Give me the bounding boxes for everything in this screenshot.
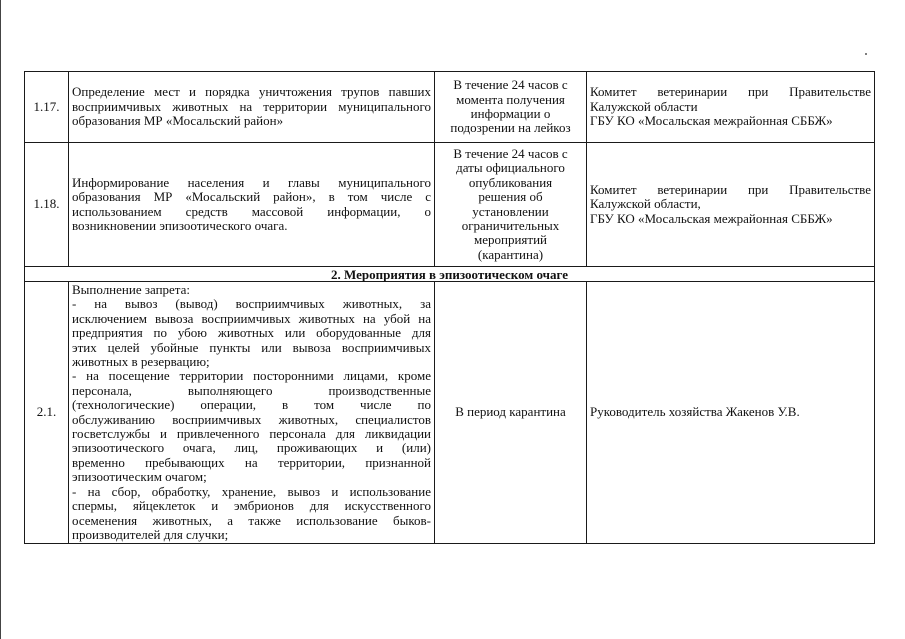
- term-line: опубликования: [468, 174, 553, 190]
- section-heading: 2. Мероприятия в эпизоотическом очаге: [25, 267, 875, 282]
- table-row-1-17: [25, 72, 875, 143]
- action-cell: Информирование населения и главы муниципального образования МР «Мосальский район», в том числе с использованием средств массовой информации, о возникновении эпизоотического очага.: [69, 143, 435, 267]
- action-line: временно пребывающих на территории, признанной: [72, 454, 431, 470]
- responsible-cell: [587, 143, 875, 267]
- term-cell: [435, 72, 587, 143]
- action-line: предприятия по убою животных или оборудованные для: [72, 325, 431, 341]
- responsible-line: ГБУ КО «Мосальская межрайонная СББЖ»: [590, 113, 833, 129]
- action-line: - на вывоз (вывод) восприимчивых животных, за: [72, 296, 431, 312]
- action-line: производителей для случки;: [72, 526, 229, 542]
- term-line: В течение 24 часов с: [453, 145, 568, 161]
- action-line: спермы, яйцеклеток и эмбрионов для искусственного: [72, 498, 431, 514]
- term-line: решения об: [478, 189, 543, 205]
- action-line: этих целей убойные пункты или вывоза восприимчивых: [72, 339, 431, 355]
- action-line: госветслужбы и привлеченного персонала для ликвидации: [72, 426, 431, 442]
- term-line: (карантина): [477, 246, 544, 262]
- row-number: 2.1.: [25, 282, 69, 544]
- term-cell: В период карантина: [435, 282, 587, 544]
- table-row-1-18: [25, 143, 875, 267]
- term-line: мероприятий: [474, 232, 547, 248]
- responsible-cell: Руководитель хозяйства Жакенов У.В.: [587, 282, 875, 544]
- responsible-line: Калужской области,: [590, 196, 701, 212]
- action-line: (технологические) операции, в том числе по: [72, 397, 431, 413]
- action-line: эпизоотического очага, лиц, проживающих и (или): [72, 440, 431, 456]
- page-left-edge: [0, 0, 1, 639]
- action-line: Выполнение запрета:: [72, 282, 191, 297]
- row-number: 1.17.: [25, 72, 69, 143]
- action-line: обслуживанию восприимчивых животных, специалистов: [72, 411, 431, 427]
- term-line: информации о: [470, 106, 551, 121]
- action-line: животных в резервацию;: [72, 354, 210, 370]
- term-line: даты официального: [456, 160, 565, 176]
- table-row-2-1: [25, 282, 875, 544]
- responsible-line: Комитет ветеринарии при Правительстве: [590, 84, 871, 100]
- action-line: исключением вывоза восприимчивых животных на убой на: [72, 310, 431, 326]
- term-line: установлении: [472, 203, 549, 219]
- scan-speck: [865, 53, 867, 55]
- action-line: персонала, выполняющего производственные: [72, 382, 431, 398]
- responsible-line: Калужской области: [590, 98, 698, 114]
- action-line: - на посещение территории посторонними лицами, кроме: [72, 368, 431, 384]
- section-heading-row: [25, 267, 875, 282]
- action-line: осеменения животных, а также использование быков-: [72, 512, 431, 528]
- term-line: момента получения: [456, 91, 565, 107]
- action-cell: Определение мест и порядка уничтожения трупов павших восприимчивых животных на территории муниципального образования МР «Мосальский район»: [69, 72, 435, 143]
- responsible-cell: [587, 72, 875, 143]
- action-cell: [69, 282, 435, 544]
- row-number: 1.18.: [25, 143, 69, 267]
- action-line: эпизоотическим очагом;: [72, 469, 207, 485]
- responsible-line: Комитет ветеринарии при Правительстве: [590, 181, 871, 197]
- term-cell: [435, 143, 587, 267]
- term-line: подозрении на лейкоз: [450, 120, 571, 136]
- responsible-line: ГБУ КО «Мосальская межрайонная СББЖ»: [590, 210, 833, 226]
- measures-table: [24, 71, 875, 544]
- term-line: В течение 24 часов с: [453, 77, 568, 93]
- action-line: - на сбор, обработку, хранение, вывоз и использование: [72, 483, 431, 499]
- term-line: ограничительных: [461, 217, 560, 233]
